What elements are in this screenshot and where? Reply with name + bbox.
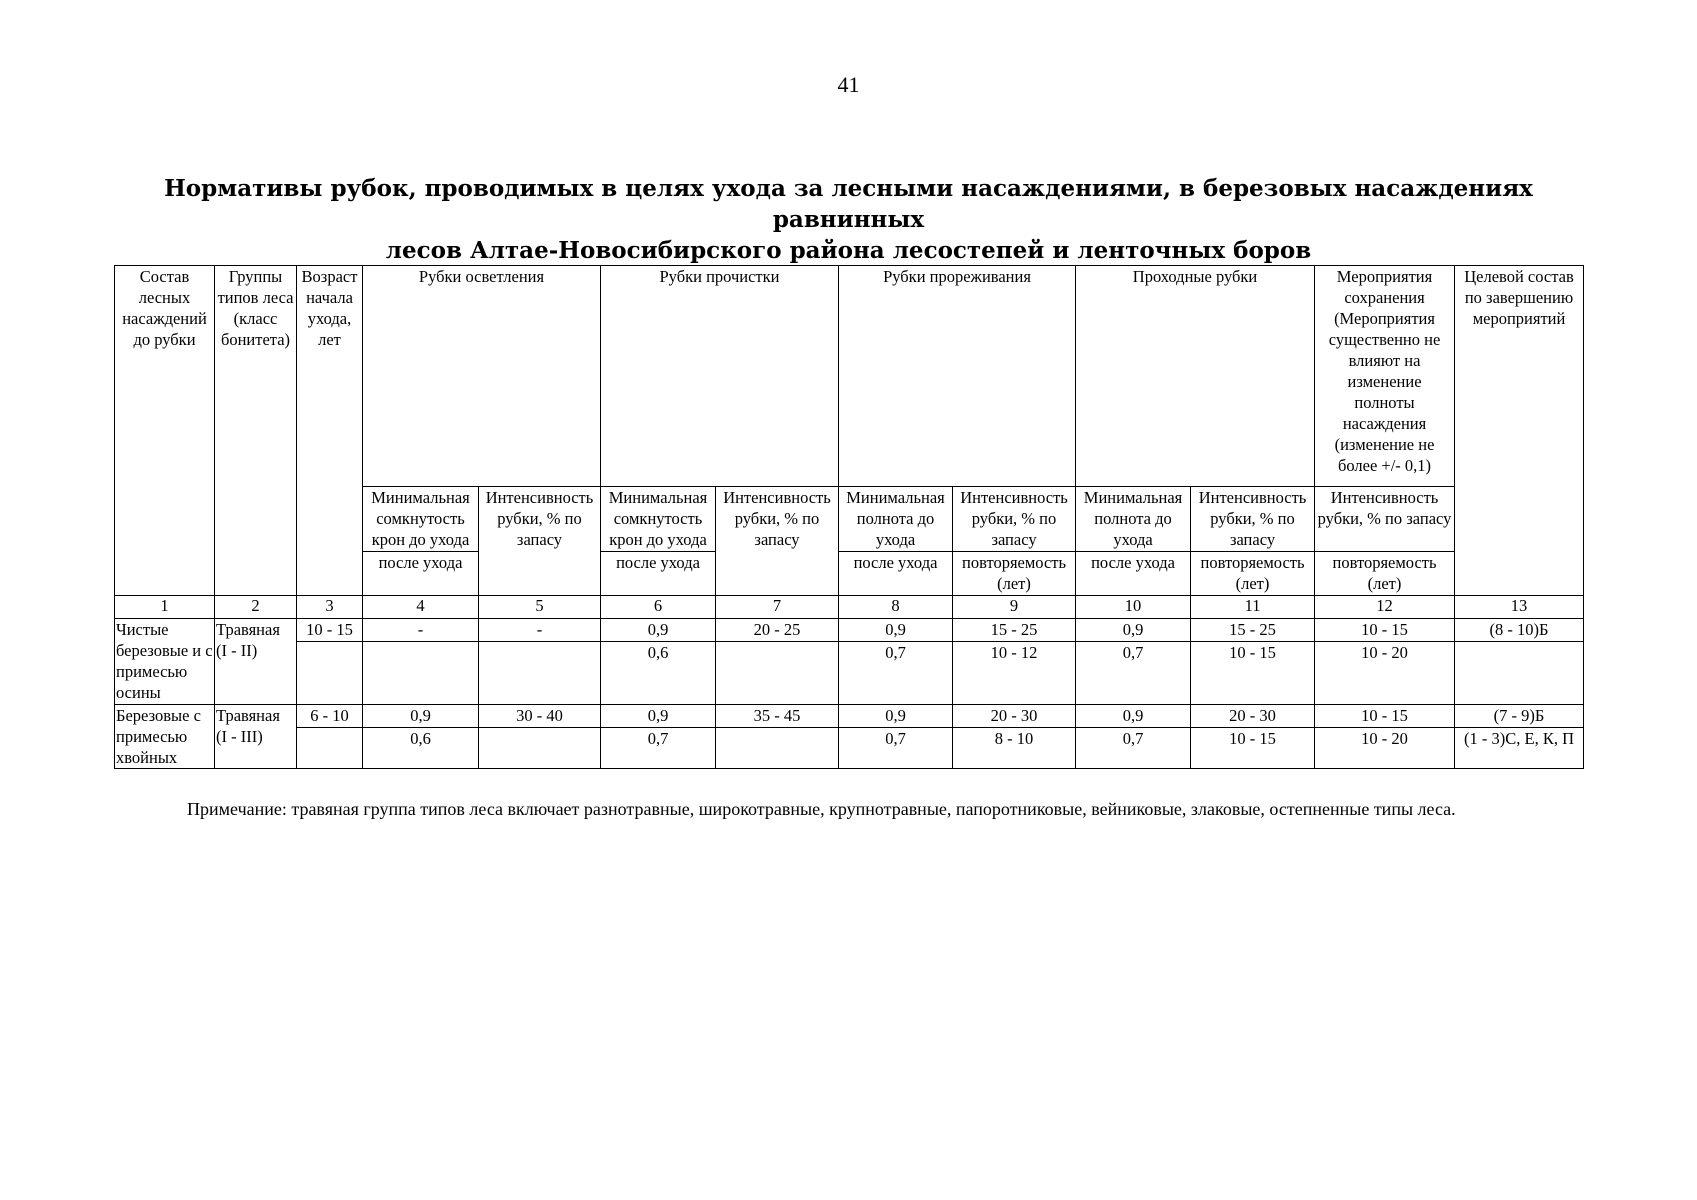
table-cell: 10 - 15	[1191, 642, 1315, 705]
table-cell: 15 - 25	[953, 619, 1076, 642]
table-cell: 0,9	[601, 705, 716, 728]
column-number: 8	[839, 596, 953, 619]
title-line-1: Нормативы рубок, проводимых в целях ухода за лесными насаждениями, в березовых насаждениях равнинных	[164, 175, 1533, 233]
header-thinning-min-density: Минимальная полнота до ухода	[839, 487, 953, 552]
cell-composition: Березовые с примесью хвойных	[115, 705, 215, 769]
header-passage-min-density: Минимальная полнота до ухода	[1076, 487, 1191, 552]
table-cell: 0,6	[363, 728, 479, 769]
document-title	[120, 173, 1577, 266]
header-start-age-cont	[297, 487, 363, 552]
column-number: 10	[1076, 596, 1191, 619]
header-passage-intensity: Интенсивность рубки, % по запасу	[1191, 487, 1315, 552]
table-cell: 0,9	[1076, 705, 1191, 728]
table-cell: -	[363, 619, 479, 642]
cell-composition: Чистые березовые и с примесью осины	[115, 619, 215, 705]
table-cell: 35 - 45	[716, 705, 839, 728]
header-cleaning-min-crown: Минимальная сомкнутость крон до ухода	[601, 487, 716, 552]
header-clearing-intensity: Интенсивность рубки, % по запасу	[479, 487, 601, 552]
header-composition-cont	[115, 487, 215, 552]
table-cell: 20 - 30	[1191, 705, 1315, 728]
cell-forest-group: Травяная (I - III)	[215, 705, 297, 769]
header-passage: Проходные рубки	[1076, 266, 1315, 487]
table-cell: 0,7	[839, 642, 953, 705]
table-cell	[479, 728, 601, 769]
column-number: 6	[601, 596, 716, 619]
table-cell: (8 - 10)Б	[1455, 619, 1584, 642]
header-composition-end	[115, 552, 215, 596]
column-number: 12	[1315, 596, 1455, 619]
header-thinning-repeat: повторяемость (лет)	[953, 552, 1076, 596]
header-clearing-min-crown: Минимальная сомкнутость крон до ухода	[363, 487, 479, 552]
header-forest-group-cont	[215, 487, 297, 552]
column-number: 4	[363, 596, 479, 619]
table-cell: 0,7	[601, 728, 716, 769]
header-cleaning: Рубки прочистки	[601, 266, 839, 487]
header-row-groups	[115, 266, 1584, 487]
header-passage-repeat: повторяемость (лет)	[1191, 552, 1315, 596]
table-cell: 10 - 20	[1315, 642, 1455, 705]
table-cell: 0,9	[839, 705, 953, 728]
table-row	[115, 705, 1584, 728]
table-cell: (7 - 9)Б	[1455, 705, 1584, 728]
table-cell	[297, 728, 363, 769]
norms-table	[114, 265, 1584, 769]
table-cell: 0,7	[839, 728, 953, 769]
header-cleaning-intensity-end	[716, 552, 839, 596]
table-cell: 10 - 15	[1191, 728, 1315, 769]
column-number: 3	[297, 596, 363, 619]
table-cell: 0,7	[1076, 728, 1191, 769]
header-thinning-after: после ухода	[839, 552, 953, 596]
table-cell	[479, 642, 601, 705]
table-cell: 0,7	[1076, 642, 1191, 705]
table-cell: 10 - 20	[1315, 728, 1455, 769]
footnote-text: Примечание: травяная группа типов леса включает разнотравные, широкотравные, крупнотравные, папоротниковые, вейниковые, злаковые, остепненные типы леса.	[187, 799, 1456, 819]
table-cell: 10 - 15	[1315, 705, 1455, 728]
table-cell	[363, 642, 479, 705]
header-passage-after: после ухода	[1076, 552, 1191, 596]
table-cell: (1 - 3)С, Е, К, П	[1455, 728, 1584, 769]
header-thinning: Рубки прореживания	[839, 266, 1076, 487]
column-number: 5	[479, 596, 601, 619]
header-preservation: Мероприятия сохранения (Мероприятия существенно не влияют на изменение полноты насаждения (изменение не более +/- 0,1)	[1315, 266, 1455, 487]
header-target-cont	[1455, 487, 1584, 552]
table-row	[115, 619, 1584, 642]
header-forest-group-end	[215, 552, 297, 596]
table-cell: 20 - 30	[953, 705, 1076, 728]
column-number: 13	[1455, 596, 1584, 619]
table-cell: 0,6	[601, 642, 716, 705]
cell-forest-group: Травяная (I - II)	[215, 619, 297, 705]
header-cleaning-after: после ухода	[601, 552, 716, 596]
table-cell: 0,9	[363, 705, 479, 728]
table-row	[115, 728, 1584, 769]
table-cell: 0,9	[839, 619, 953, 642]
header-cleaning-intensity: Интенсивность рубки, % по запасу	[716, 487, 839, 552]
table-cell: 10 - 12	[953, 642, 1076, 705]
column-numbers-row	[115, 596, 1584, 619]
header-preservation-repeat: повторяемость (лет)	[1315, 552, 1455, 596]
column-number: 7	[716, 596, 839, 619]
cell-start-age: 6 - 10	[297, 705, 363, 728]
cell-start-age: 10 - 15	[297, 619, 363, 642]
header-preservation-intensity: Интенсивность рубки, % по запасу	[1315, 487, 1455, 552]
table-cell: 15 - 25	[1191, 619, 1315, 642]
header-start-age-end	[297, 552, 363, 596]
table-cell: 0,9	[1076, 619, 1191, 642]
header-start-age: Возраст начала ухода, лет	[297, 266, 363, 487]
column-number: 2	[215, 596, 297, 619]
table-row	[115, 642, 1584, 705]
column-number: 1	[115, 596, 215, 619]
header-composition: Состав лесных насаждений до рубки	[115, 266, 215, 487]
header-thinning-intensity: Интенсивность рубки, % по запасу	[953, 487, 1076, 552]
table-cell: 0,9	[601, 619, 716, 642]
header-forest-group: Группы типов леса (класс бонитета)	[215, 266, 297, 487]
header-row-sub2	[115, 552, 1584, 596]
header-clearing: Рубки осветления	[363, 266, 601, 487]
footnote	[145, 795, 1585, 823]
column-number: 11	[1191, 596, 1315, 619]
table-cell: 10 - 15	[1315, 619, 1455, 642]
page-number: 41	[837, 72, 860, 97]
header-row-sub1	[115, 487, 1584, 552]
table-cell: 20 - 25	[716, 619, 839, 642]
table-cell: -	[479, 619, 601, 642]
table-cell	[716, 728, 839, 769]
header-target: Целевой состав по завершению мероприятий	[1455, 266, 1584, 487]
header-target-end	[1455, 552, 1584, 596]
title-line-2: лесов Алтае-Новосибирского района лесостепей и ленточных боров	[385, 237, 1312, 264]
header-clearing-after: после ухода	[363, 552, 479, 596]
header-clearing-intensity-end	[479, 552, 601, 596]
table-cell: 30 - 40	[479, 705, 601, 728]
table-cell	[716, 642, 839, 705]
table-cell	[1455, 642, 1584, 705]
table-cell	[297, 642, 363, 705]
table-cell: 8 - 10	[953, 728, 1076, 769]
column-number: 9	[953, 596, 1076, 619]
